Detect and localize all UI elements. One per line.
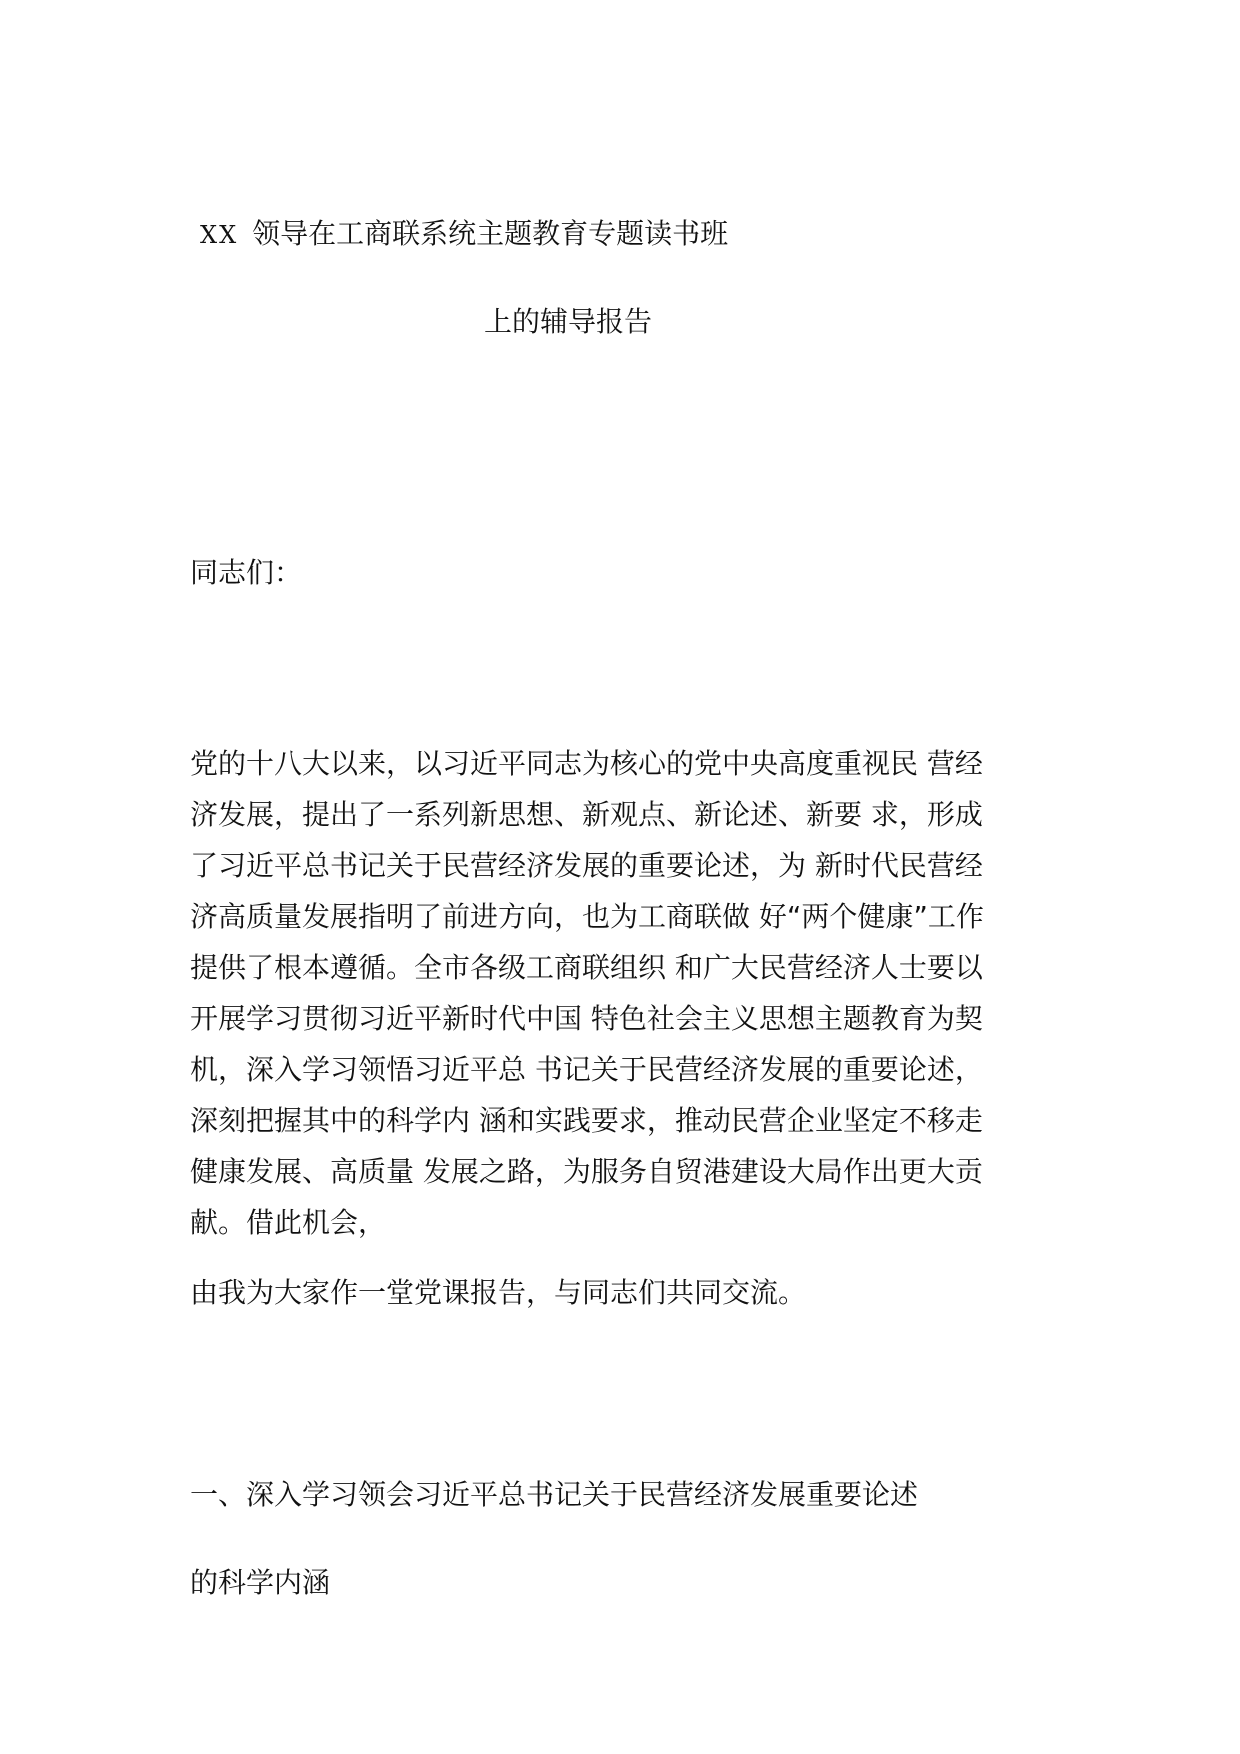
document-title-line1 — [200, 214, 728, 255]
section-heading-1-line1: 一、深入学习领会习近平总书记关于民营经济发展重要论述 — [190, 1478, 919, 1511]
paragraph-line: 党的十八大以来，以习近平同志为核心的党中央高度重视民 营经 — [190, 747, 983, 780]
document-title-line2: 上的辅导报告 — [484, 305, 653, 338]
title-prefix: XX — [200, 221, 239, 249]
title-text: 领导在工商联系统主题教育专题读书班 — [252, 217, 729, 250]
paragraph-line: 献。借此机会， — [190, 1206, 387, 1239]
paragraph-line: 济高质量发展指明了前进方向，也为工商联做 好“两个健康”工作 — [190, 900, 984, 933]
section-heading-1-line2: 的科学内涵 — [190, 1566, 331, 1599]
paragraph-line: 深刻把握其中的科学内 涵和实践要求，推动民营企业坚定不移走 — [190, 1104, 983, 1137]
paragraph-line: 健康发展、高质量 发展之路，为服务自贸港建设大局作出更大贡 — [190, 1155, 983, 1188]
paragraph-line: 提供了根本遵循。全市各级工商联组织 和广大民营经济人士要以 — [190, 951, 983, 984]
greeting: 同志们： — [190, 556, 303, 589]
paragraph-line: 济发展，提出了一系列新思想、新观点、新论述、新要 求，形成 — [190, 798, 983, 831]
paragraph-2: 由我为大家作一堂党课报告，与同志们共同交流。 — [190, 1276, 807, 1309]
paragraph-line: 机，深入学习领悟习近平总 书记关于民营经济发展的重要论述， — [190, 1053, 983, 1086]
paragraph-line: 了习近平总书记关于民营经济发展的重要论述，为 新时代民营经 — [190, 849, 983, 882]
paragraph-line: 开展学习贯彻习近平新时代中国 特色社会主义思想主题教育为契 — [190, 1002, 983, 1035]
